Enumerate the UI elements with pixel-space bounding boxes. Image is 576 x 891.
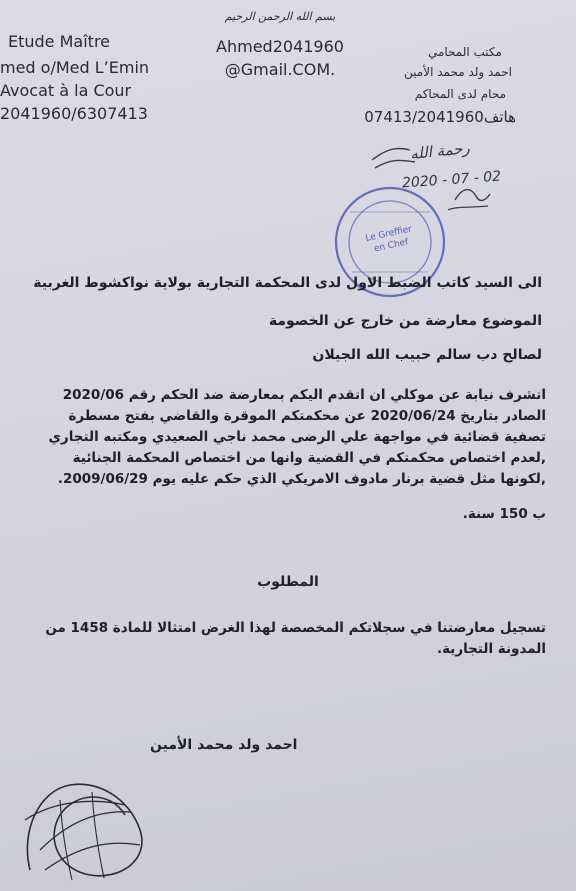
body-line: ,لعدم اختصاص محكمتكم في القضية وانها من اختصاص المحكمة الجنائية [72,450,546,466]
header-right-line-3: محام لدى المحاكم [414,87,506,101]
body-line: ,لكونها مثل قضية برنار مادوف الامريكي الذي حكم عليه يوم 2009/06/29. [57,471,546,487]
header-email-line-2: @Gmail.COM. [224,60,336,79]
signatory-name: احمد ولد محمد الأمين [150,737,298,753]
header-left-line-2: med o/Med L’Emin [0,58,150,77]
header-right-line-2: احمد ولد محمد الأمين [404,65,512,79]
stamp-text: Le Greffier en Chef [364,224,413,255]
basmala: بسم الله الرحمن الرحيم [224,10,336,23]
addressee-line: الى السيد كاتب الضبط الاول لدى المحكمة التجارية بولاية نواكشوط الغربية [33,275,542,291]
requested-heading: المطلوب [257,574,319,590]
header-right-line-1: مكتب المحامي [427,45,502,59]
handwritten-date: 2020 - 07 - 02 [401,168,502,192]
body-line: تصفية قضائية في مواجهة علي الرضى محمد ناجي الصعيدي ومكتبه التجاري [48,429,546,445]
request-line: المدونة التجارية. [436,641,546,657]
header-left-line-4: 2041960/6307413 [0,104,148,123]
header-left-line-1: Etude Maître [8,32,111,51]
request-line: تسجيل معارضتنا في سجلاتكم المخصصة لهذا الغرض امتثالا للمادة 1458 من [45,620,546,636]
header-right-line-4: هاتف07413/2041960 [364,108,516,126]
subject-line: الموضوع معارضة من خارج عن الخصومة [268,313,542,329]
beneficiary-line: لصالح دب سالم حبيب الله الجيلان [312,347,542,363]
body-line: اتشرف نيابة عن موكلي ان اتقدم اليكم بمعارضة ضد الحكم رقم 2020/06 [62,387,546,403]
handwritten-note: رحمة الله [409,138,471,164]
body-line: ب 150 سنة. [462,506,546,522]
body-line: الصادر بتاريخ 2020/06/24 عن محكمتكم الموقرة والقاضي بفتح مسطرة [68,408,546,424]
header-left-line-3: Avocat à la Cour [0,81,132,100]
header-email-line-1: Ahmed2041960 [216,37,344,56]
